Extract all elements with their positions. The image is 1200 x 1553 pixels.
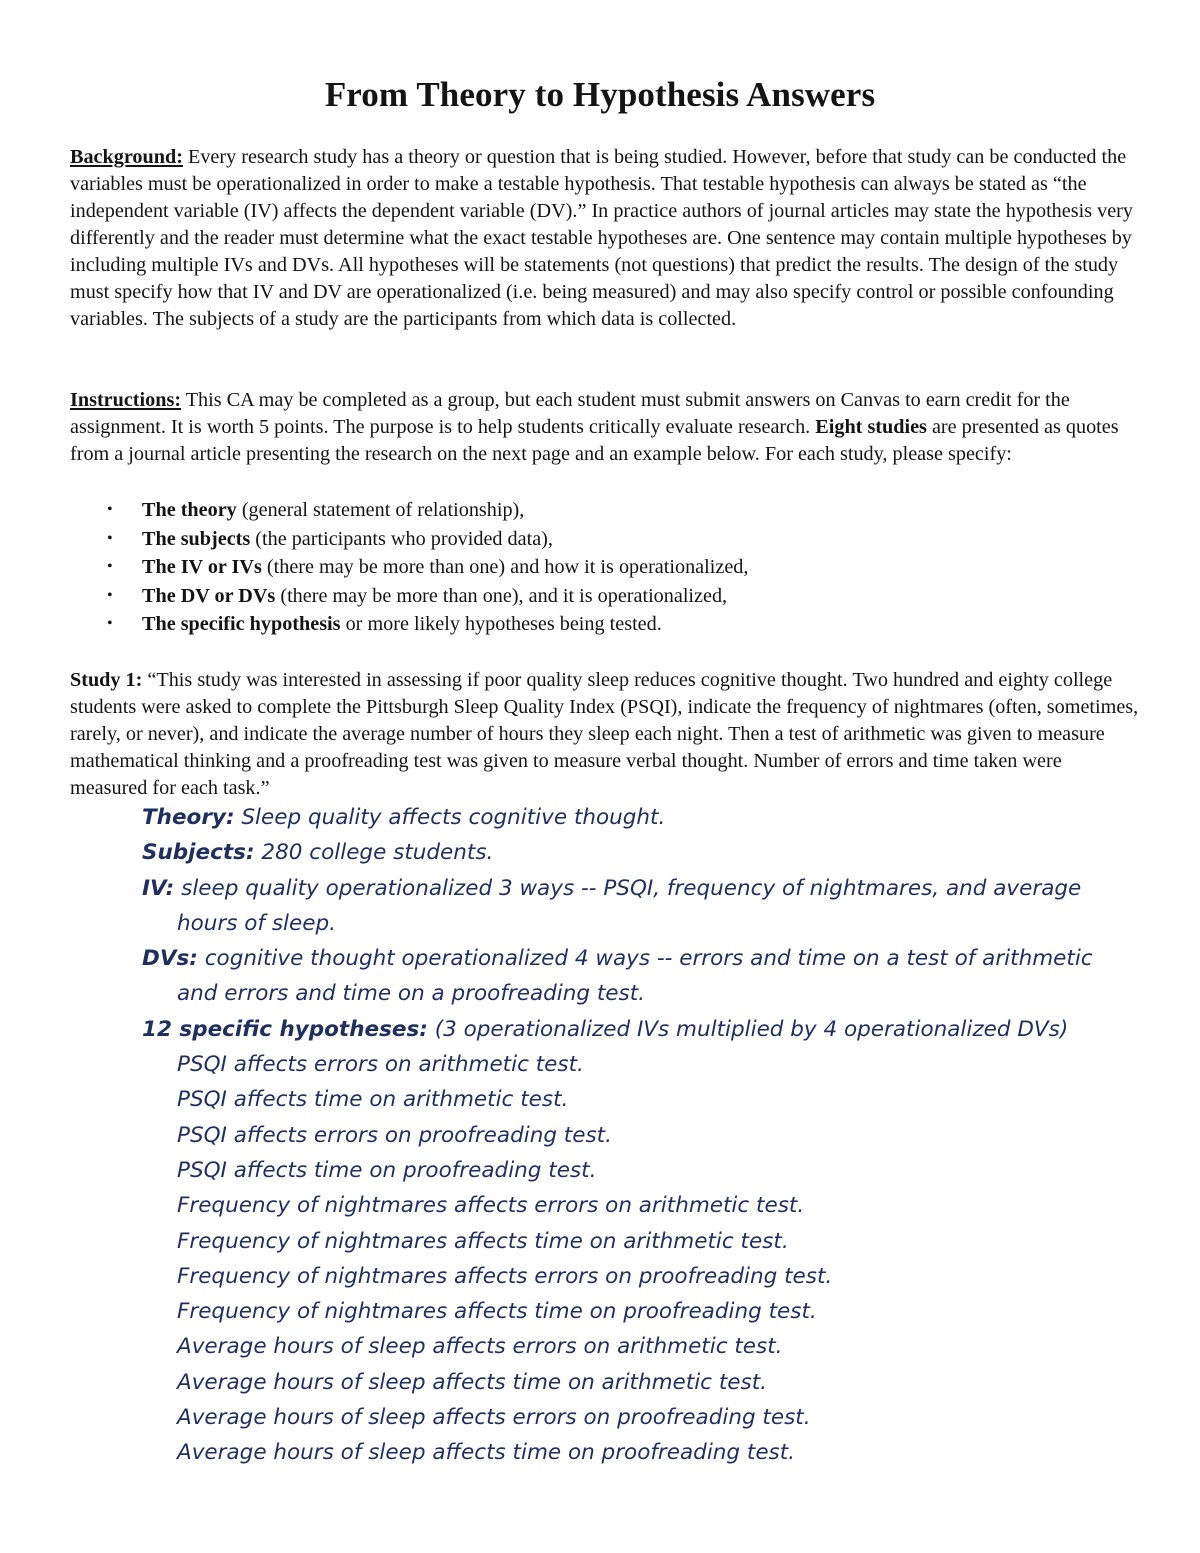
hypothesis-item: PSQI affects time on proofreading test. bbox=[177, 1157, 597, 1183]
iv-label: IV: bbox=[142, 875, 175, 901]
hypotheses-label: 12 specific hypotheses: bbox=[142, 1016, 428, 1042]
hypothesis-item: Average hours of sleep affects errors on arithmetic test. bbox=[177, 1334, 783, 1360]
list-item-text: (there may be more than one), and it is operationalized, bbox=[275, 584, 728, 607]
hypothesis-item: Average hours of sleep affects time on proofreading test. bbox=[177, 1440, 796, 1466]
answer-iv bbox=[142, 871, 1142, 906]
bullet-icon: • bbox=[107, 586, 113, 604]
hypothesis-item: Frequency of nightmares affects time on proofreading test. bbox=[177, 1299, 817, 1325]
answer-dvs-continued: and errors and time on a proofreading test. bbox=[177, 981, 645, 1007]
hypothesis-item: Frequency of nightmares affects time on arithmetic test. bbox=[177, 1228, 789, 1254]
page-title: From Theory to Hypothesis Answers bbox=[324, 75, 876, 114]
list-item bbox=[70, 553, 1140, 582]
subjects-text: 280 college students. bbox=[254, 840, 494, 866]
list-item-text: (there may be more than one) and how it is operationalized, bbox=[261, 556, 749, 579]
list-item bbox=[70, 525, 1140, 554]
instructions-emphasis: Eight studies bbox=[815, 416, 927, 438]
instructions-label: Instructions: bbox=[70, 389, 182, 411]
hypothesis-item: PSQI affects errors on arithmetic test. bbox=[177, 1052, 584, 1078]
answer-hypotheses-header bbox=[142, 1012, 1142, 1047]
list-item-bold: The theory bbox=[142, 499, 237, 521]
answer-subjects bbox=[142, 835, 1142, 870]
hypothesis-item: Average hours of sleep affects time on arithmetic test. bbox=[177, 1369, 767, 1395]
dvs-text: cognitive thought operationalized 4 ways -- errors and time on a test of arithmetic bbox=[197, 946, 1093, 972]
hypothesis-item: Average hours of sleep affects errors on proofreading test. bbox=[177, 1405, 811, 1431]
dvs-label: DVs: bbox=[142, 946, 198, 972]
list-item-text: (general statement of relationship), bbox=[236, 499, 525, 521]
list-item-bold: The DV or DVs bbox=[142, 584, 276, 607]
list-item-text: or more likely hypotheses being tested. bbox=[340, 613, 662, 636]
hypotheses-text: (3 operationalized IVs multiplied by 4 operationalized DVs) bbox=[427, 1016, 1069, 1042]
bullet-icon: • bbox=[107, 529, 113, 547]
iv-text: sleep quality operationalized 3 ways -- PSQI, frequency of nightmares, and average bbox=[174, 875, 1082, 901]
study-1-answers bbox=[142, 800, 1142, 1471]
list-item-text: (the participants who provided data), bbox=[250, 527, 553, 550]
bullet-icon: • bbox=[107, 615, 113, 633]
answer-iv-continued: hours of sleep. bbox=[177, 910, 336, 936]
bullet-icon: • bbox=[107, 558, 113, 576]
bullet-icon: • bbox=[107, 501, 113, 518]
instructions-text-2: are presented as quotes from a journal article presenting the research on the next page and an example below. For each study, please specify: bbox=[70, 416, 1119, 465]
list-item bbox=[70, 610, 1140, 639]
subjects-label: Subjects: bbox=[142, 840, 255, 866]
answer-dvs bbox=[142, 941, 1142, 976]
study-1-text: “This study was interested in assessing if poor quality sleep reduces cognitive thought. Two hundred and eighty college students were asked to complete the Pittsburgh Sleep Quality Index (PSQI), indicate the frequency of nightmares (often, sometimes, rarely, or never), and indicate the average number of hours they sleep each night. Then a test of arithmetic was given to measure mathematical thinking and a proofreading test was given to measure verbal thought. Number of errors and time taken were measured for each task.” bbox=[70, 669, 1139, 799]
instructions-text-1: This CA may be completed as a group, but each student must submit answers on Canvas to earn credit for the assignment. It is worth 5 points. The purpose is to help students critically evaluate research. bbox=[70, 389, 1070, 438]
list-item-bold: The IV or IVs bbox=[142, 556, 262, 579]
study-1-label: Study 1: bbox=[70, 669, 143, 691]
hypothesis-item: PSQI affects time on arithmetic test. bbox=[177, 1087, 569, 1113]
background-paragraph bbox=[70, 144, 1140, 333]
answer-theory bbox=[142, 800, 1142, 835]
study-1-paragraph bbox=[70, 667, 1140, 802]
theory-label: Theory: bbox=[142, 805, 235, 830]
hypothesis-item: Frequency of nightmares affects errors on arithmetic test. bbox=[177, 1193, 805, 1219]
list-item-bold: The subjects bbox=[142, 527, 251, 550]
theory-text: Sleep quality affects cognitive thought. bbox=[234, 805, 666, 830]
background-label: Background: bbox=[70, 146, 183, 168]
background-text: Every research study has a theory or question that is being studied. However, before that study can be conducted the variables must be operationalized in order to make a testable hypothesis. That testable hypothesis can always be stated as “the independent variable (IV) affects the dependent variable (DV).” In practice authors of journal articles may state the hypothesis very differently and the reader must determine what the exact testable hypotheses are. One sentence may contain multiple hypotheses by including multiple IVs and DVs. All hypotheses will be statements (not questions) that predict the results. The design of the study must specify how that IV and DV are operationalized (i.e. being measured) and may also specify control or possible confounding variables. The subjects of a study are the participants from which data is collected. bbox=[70, 146, 1133, 330]
list-item bbox=[70, 496, 1140, 525]
hypothesis-item: Frequency of nightmares affects errors on proofreading test. bbox=[177, 1263, 833, 1289]
list-item-bold: The specific hypothesis bbox=[142, 613, 341, 636]
list-item bbox=[70, 582, 1140, 611]
hypothesis-item: PSQI affects errors on proofreading test. bbox=[177, 1122, 612, 1148]
instructions-paragraph bbox=[70, 387, 1140, 468]
specify-list bbox=[70, 496, 1140, 639]
